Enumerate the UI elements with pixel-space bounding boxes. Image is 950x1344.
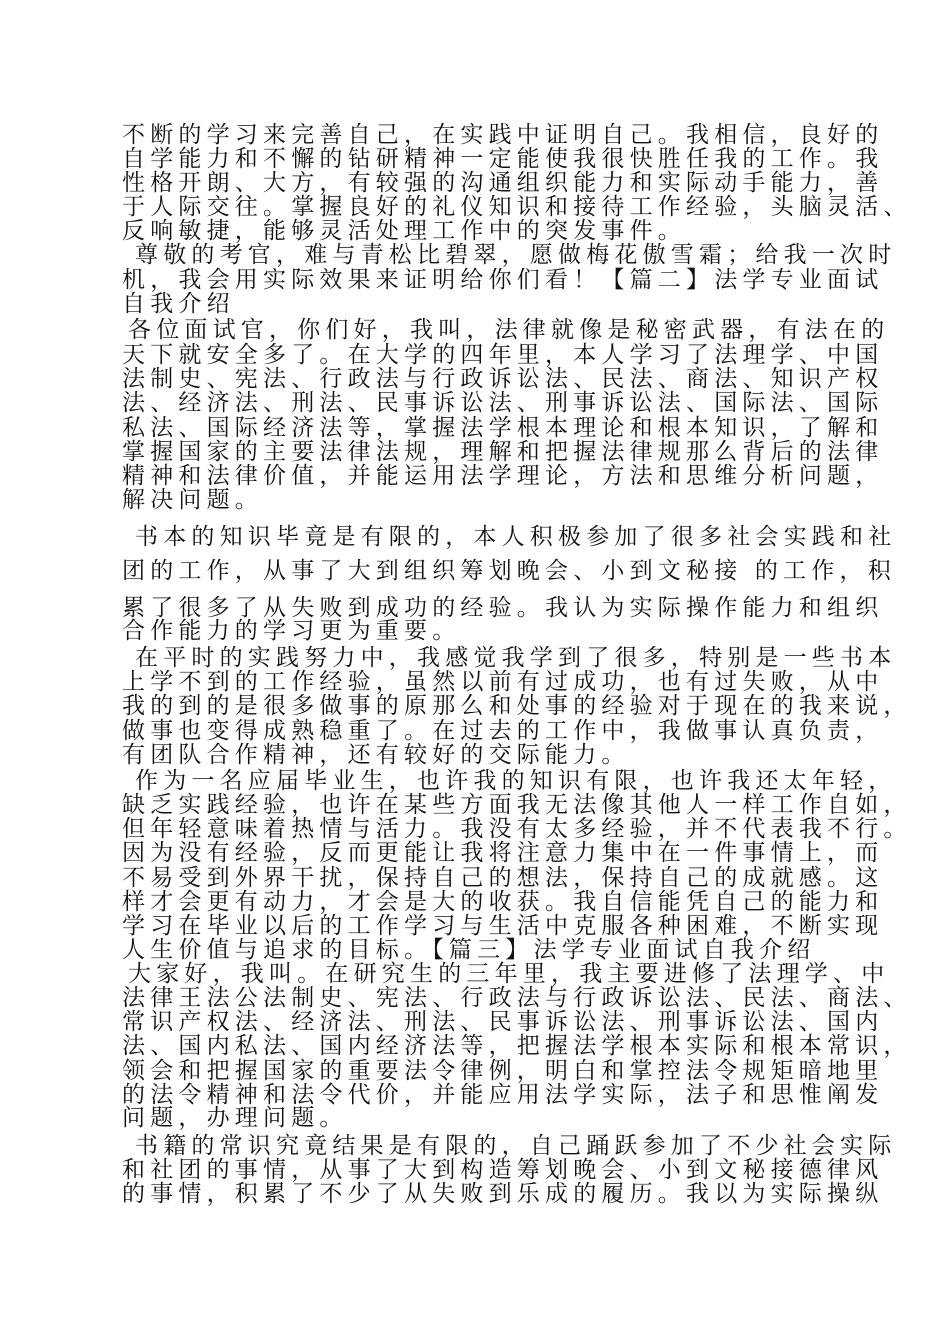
text-line: 作为一名应届毕业生，也许我的知识有限，也许我还太年轻， — [135, 768, 897, 794]
text-line: 的事情，积累了不少了从失败到乐成的履历。我以为实际操纵 — [122, 1181, 884, 1207]
text-line: 但年轻意味着热情与活力。我没有太多经验，并不代表我不行。 — [122, 816, 912, 842]
text-line: 自我介绍 — [122, 291, 235, 317]
text-line: 私法、国际经济法等，掌握法学根本理论和根本知识，了解和 — [122, 415, 884, 441]
text-line: 机，我会用实际效果来证明给你们看！【篇二】法学专业面试 — [122, 267, 884, 293]
text-line: 反响敏捷，能够灵活处理工作中的突发事件。 — [122, 218, 686, 244]
text-line: 缺乏实践经验，也许在某些方面我无法像其他人一样工作自如， — [122, 792, 912, 818]
text-line: 于人际交往。掌握良好的礼仪知识和接待工作经验，头脑灵活、 — [122, 194, 912, 220]
text-line: 和社团的事情，从事了大到构造筹划晚会、小到文秘接德律风 — [122, 1157, 884, 1183]
text-line: 合作能力的学习更为重要。 — [122, 618, 461, 644]
text-line: 性格开朗、大方，有较强的沟通组织能力和实际动手能力，善 — [122, 170, 884, 196]
text-line: 大家好，我叫。在研究生的三年里，我主要进修了法理学、中 — [128, 961, 890, 987]
text-line: 因为没有经验，反而更能让我将注意力集中在一件事情上，而 — [122, 840, 884, 866]
text-line: 精神和法律价值，并能运用法学理论，方法和思维分析问题， — [122, 463, 884, 489]
text-line: 学习在毕业以后的工作学习与生活中克服各种困难，不断实现 — [122, 913, 884, 939]
text-line: 上学不到的工作经验，虽然以前有过成功，也有过失败，从中 — [122, 669, 884, 695]
text-line: 领会和把握国家的重要法令律例，明白和掌控法令规矩暗地里 — [122, 1058, 884, 1084]
text-line: 解决问题。 — [122, 487, 263, 513]
text-line: 在平时的实践努力中，我感觉我学到了很多，特别是一些书本 — [135, 645, 897, 671]
text-line: 的法令精神和法令代价，并能应用法学实际，法子和思惟阐发 — [122, 1082, 884, 1108]
text-line: 不断的学习来完善自己，在实践中证明自己。我相信，良好的 — [122, 122, 884, 148]
text-line: 法律王法公法制史、宪法、行政法与行政诉讼法、民法、商法、 — [122, 985, 912, 1011]
text-line: 做事也变得成熟稳重了。在过去的工作中，我做事认真负责， — [122, 718, 884, 744]
text-line: 我的到的是很多做事的原那么和处事的经验对于现在的我来说， — [122, 693, 912, 719]
text-line: 各位面试官，你们好，我叫，法律就像是秘密武器，有法在的 — [128, 317, 890, 343]
text-line: 问题，办理问题。 — [122, 1105, 348, 1131]
text-line: 法制史、宪法、行政法与行政诉讼法、民法、商法、知识产权 — [122, 366, 884, 392]
text-line: 法、国内私法、国内经济法等，把握法学根本实际和根本常识， — [122, 1033, 912, 1059]
text-line: 书本的知识毕竟是有限的，本人积极参加了很多社会实践和社 — [135, 524, 897, 550]
text-line: 累了很多了从失败到成功的经验。我认为实际操作能力和组织 — [122, 595, 884, 621]
text-line: 人生价值与追求的目标。【篇三】法学专业面试自我介绍 — [122, 937, 816, 963]
text-line: 天下就安全多了。在大学的四年里，本人学习了法理学、中国 — [122, 342, 884, 368]
text-line: 样才会更有动力，才会是大的收获。我自信能凭自己的能力和 — [122, 889, 884, 915]
text-line: 团的工作，从事了大到组织筹划晚会、小到文秘接 的工作，积 — [122, 558, 896, 584]
text-line: 书籍的常识究竟结果是有限的，自己踊跃参加了不少社会实际 — [135, 1133, 897, 1159]
text-line: 有团队合作精神，还有较好的交际能力。 — [122, 742, 630, 768]
text-line: 尊敬的考官，难与青松比碧翠，愿做梅花傲雪霜；给我一次时 — [135, 242, 897, 268]
text-line: 常识产权法、经济法、刑法、民事诉讼法、刑事诉讼法、国内 — [122, 1009, 884, 1035]
text-line: 掌握国家的主要法律法规，理解和把握法律规那么背后的法律 — [122, 439, 884, 465]
text-line: 不易受到外界干扰，保持自己的想法，保持自己的成就感。这 — [122, 865, 884, 891]
text-line: 自学能力和不懈的钻研精神一定能使我很快胜任我的工作。我 — [122, 146, 884, 172]
text-line: 法、经济法、刑法、民事诉讼法、刑事诉讼法、国际法、国际 — [122, 390, 884, 416]
